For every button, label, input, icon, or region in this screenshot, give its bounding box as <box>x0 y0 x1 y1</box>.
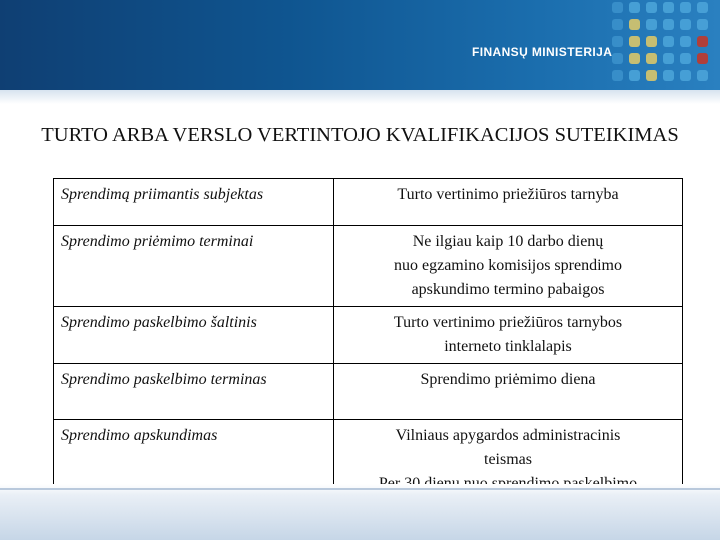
logo-dot <box>612 2 623 13</box>
logo-dot <box>646 19 657 30</box>
value-line: nuo egzamino komisijos sprendimo <box>394 257 622 274</box>
row-value <box>334 307 683 364</box>
logo-dot <box>663 36 674 47</box>
logo-dot <box>697 70 708 81</box>
table-row <box>54 307 683 364</box>
value-line: Sprendimo priėmimo diena <box>420 371 596 388</box>
logo-dot <box>680 53 691 64</box>
value-line: Turto vertinimo priežiūros tarnyba <box>397 186 619 203</box>
logo-dot <box>680 36 691 47</box>
row-label: Sprendimo apskundimas <box>54 420 334 501</box>
logo-dot <box>680 19 691 30</box>
header-divider <box>0 90 720 104</box>
logo-dot <box>646 70 657 81</box>
logo-dot <box>646 2 657 13</box>
logo-dot <box>663 2 674 13</box>
logo-dot <box>646 36 657 47</box>
footer-line <box>0 488 720 490</box>
logo-dot <box>663 19 674 30</box>
logo-dot <box>697 19 708 30</box>
logo-dot <box>629 53 640 64</box>
row-value <box>334 364 683 420</box>
logo-dot <box>612 19 623 30</box>
row-label: Sprendimo priėmimo terminai <box>54 226 334 307</box>
logo-dot <box>612 53 623 64</box>
logo-dot <box>680 70 691 81</box>
row-label: Sprendimą priimantis subjektas <box>54 179 334 226</box>
logo-dot <box>663 53 674 64</box>
row-label: Sprendimo paskelbimo šaltinis <box>54 307 334 364</box>
row-value <box>334 179 683 226</box>
value-line: interneto tinklalapis <box>444 338 572 355</box>
page-title: TURTO ARBA VERSLO VERTINTOJO KVALIFIKACIJOS SUTEIKIMAS <box>41 124 679 146</box>
logo-dot <box>629 70 640 81</box>
ministry-name: FINANSŲ MINISTERIJA <box>472 45 613 59</box>
row-label: Sprendimo paskelbimo terminas <box>54 364 334 420</box>
footer-band <box>0 484 720 540</box>
value-line: Vilniaus apygardos administracinis <box>395 427 621 444</box>
table-row <box>54 179 683 226</box>
row-value <box>334 226 683 307</box>
value-line: teismas <box>484 451 532 468</box>
logo-dot <box>663 70 674 81</box>
value-line: Ne ilgiau kaip 10 darbo dienų <box>412 233 604 250</box>
logo-dot <box>697 2 708 13</box>
value-line: apskundimo termino pabaigos <box>411 281 605 298</box>
value-line: Turto vertinimo priežiūros tarnybos <box>393 314 623 331</box>
logo-dot <box>629 19 640 30</box>
decision-info-table <box>53 178 683 501</box>
table-row <box>54 226 683 307</box>
table-row <box>54 364 683 420</box>
logo-dot <box>697 36 708 47</box>
logo-dot <box>697 53 708 64</box>
logo-dot <box>612 70 623 81</box>
logo-dot <box>612 36 623 47</box>
logo-dot <box>629 2 640 13</box>
logo-dot <box>680 2 691 13</box>
logo-dot <box>629 36 640 47</box>
logo-dot <box>646 53 657 64</box>
